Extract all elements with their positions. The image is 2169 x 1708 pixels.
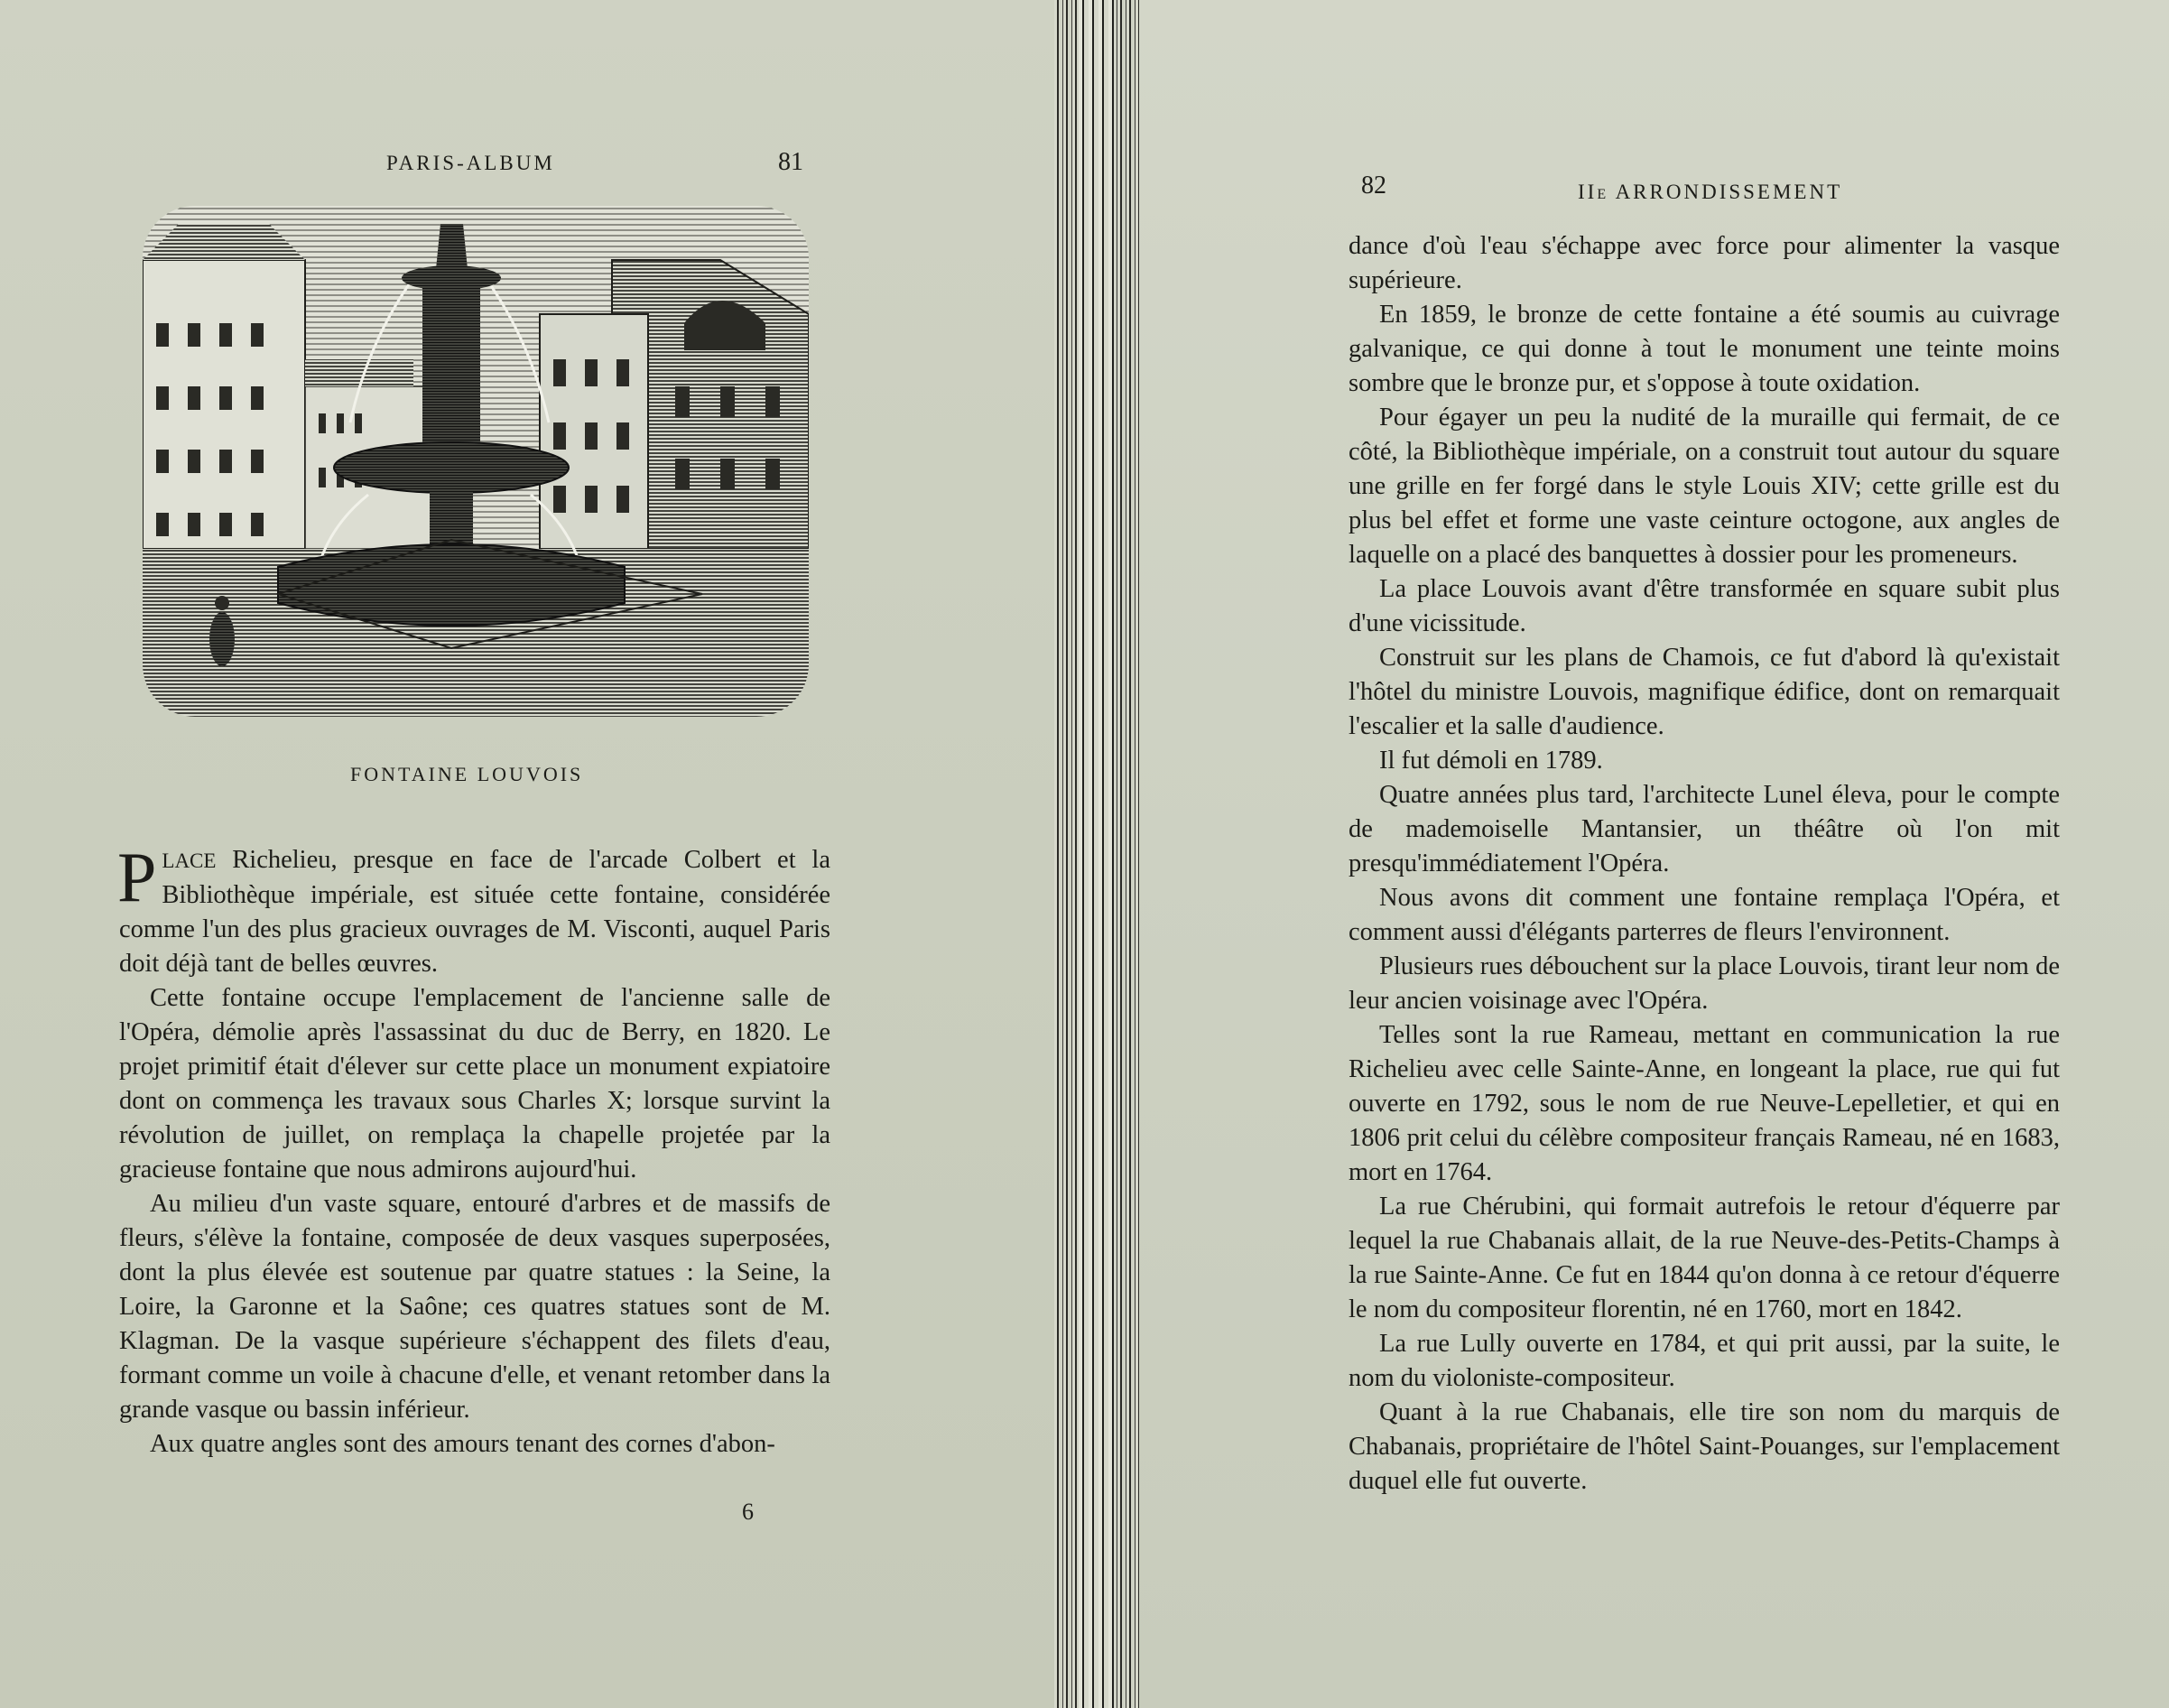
paragraph: Construit sur les plans de Chamois, ce fut d'abord là qu'existait l'hôtel du ministre Louvois, magnifique édifice, dont on remarquait l'escalier et la salle d'audience.: [1349, 644, 2060, 740]
paragraph: Telles sont la rue Rameau, mettant en communication la rue Richelieu avec celle Sainte-Anne, en longeant la place, rue qui fut ouverte en 1792, sous le nom de rue Neuve-Lepelletier, et qui en 1806 prit celui du célèbre compositeur français Rameau, né en 1683, mort en 1764.: [1349, 1021, 2060, 1186]
paragraph: Quatre années plus tard, l'architecte Lunel éleva, pour le compte de mademoiselle Mantansier, un théâtre où l'on mit presqu'immédiatement l'Opéra.: [1349, 781, 2060, 877]
fountain-engraving: [143, 206, 809, 717]
page-number-right: 82: [1361, 172, 1386, 200]
paragraph: En 1859, le bronze de cette fontaine a été soumis au cuivrage galvanique, ce qui donne à tout le monument une teinte moins sombre que le bronze pur, et s'oppose à toute oxidation.: [1349, 301, 2060, 397]
left-page: [0, 0, 1054, 1708]
page-edges: [1079, 0, 1115, 1708]
paragraph: Nous avons dit comment une fontaine remplaça l'Opéra, et comment aussi d'élégants parterres de fleurs l'environnent.: [1349, 884, 2060, 946]
paragraph: Quant à la rue Chabanais, elle tire son nom du marquis de Chabanais, propriétaire de l'hôtel Saint-Pouanges, sur l'emplacement duquel elle fut ouverte.: [1349, 1398, 2060, 1495]
paragraph: Plusieurs rues débouchent sur la place Louvois, tirant leur nom de leur ancien voisinage avec l'Opéra.: [1349, 952, 2060, 1015]
engraving-illustration: [143, 206, 809, 717]
signature-mark: 6: [742, 1499, 754, 1525]
paragraph: Il fut démoli en 1789.: [1379, 747, 1603, 775]
paragraph: Cette fontaine occupe l'emplacement de l'ancienne salle de l'Opéra, démolie après l'assassinat du duc de Berry, en 1820. Le projet primitif était d'élever sur cette place un monument expiatoire dont on commença les travaux sous Charles X; lorsque survint la révolution de juillet, on remplaça la chapelle projetée par la gracieuse fontaine que nous admirons aujourd'hui.: [119, 984, 830, 1184]
engraving-caption: FONTAINE LOUVOIS: [350, 763, 584, 785]
paragraph: [117, 838, 830, 981]
paragraph: La place Louvois avant d'être transformée en square subit plus d'une vicissitude.: [1349, 575, 2060, 637]
right-text-column: [1349, 229, 2060, 1499]
running-head-left: PARIS-ALBUM: [386, 152, 555, 174]
paragraph: Aux quatre angles sont des amours tenant des cornes d'abon-: [150, 1430, 775, 1458]
page-number-left: 81: [778, 148, 803, 176]
running-head-right: IIe ARRONDISSEMENT: [1578, 181, 1843, 203]
left-text-column: [117, 838, 830, 1462]
first-word-small-caps: LACE: [162, 849, 217, 872]
paragraph: dance d'où l'eau s'échappe avec force pour alimenter la vasque supérieure.: [1349, 232, 2060, 294]
paragraph: La rue Lully ouverte en 1784, et qui prit aussi, par la suite, le nom du violoniste-compositeur.: [1349, 1330, 2060, 1392]
paragraph: Pour égayer un peu la nudité de la muraille qui fermait, de ce côté, la Bibliothèque impériale, on a construit tout autour du square une grille en fer forgé dans le style Louis XIV; cette grille est du plus bel effet et forme une vaste ceinture octogone, aux angles de laquelle on a placé des banquettes à dossier pour les promeneurs.: [1349, 404, 2060, 569]
drop-cap: P: [117, 838, 157, 916]
paragraph: Au milieu d'un vaste square, entouré d'arbres et de massifs de fleurs, s'élève la fontaine, composée de deux vasques superposées, dont la plus élevée est soutenue par quatre statues : la Seine, la Loire, la Garonne et la Saône; ces quatres statues sont de M. Klagman. De la vasque supérieure s'échappent des filets d'eau, formant comme un voile à chacune d'elle, et venant retomber dans la grande vasque ou bassin inférieur.: [119, 1190, 830, 1424]
paragraph: La rue Chérubini, qui formait autrefois le retour d'équerre par lequel la rue Chabanais allait, de la rue Neuve-des-Petits-Champs à la rue Sainte-Anne. Ce fut en 1844 qu'on donna à ce retour d'équerre le nom du compositeur florentin, né en 1760, mort en 1842.: [1349, 1193, 2060, 1323]
right-page: [1139, 0, 2169, 1708]
paragraph-text: Richelieu, presque en face de l'arcade Colbert et la Bibliothèque impériale, est située cette fontaine, considérée comme l'un des plus gracieux ouvrages de M. Visconti, auquel Paris doit déjà tant de belles œuvres.: [119, 846, 830, 978]
